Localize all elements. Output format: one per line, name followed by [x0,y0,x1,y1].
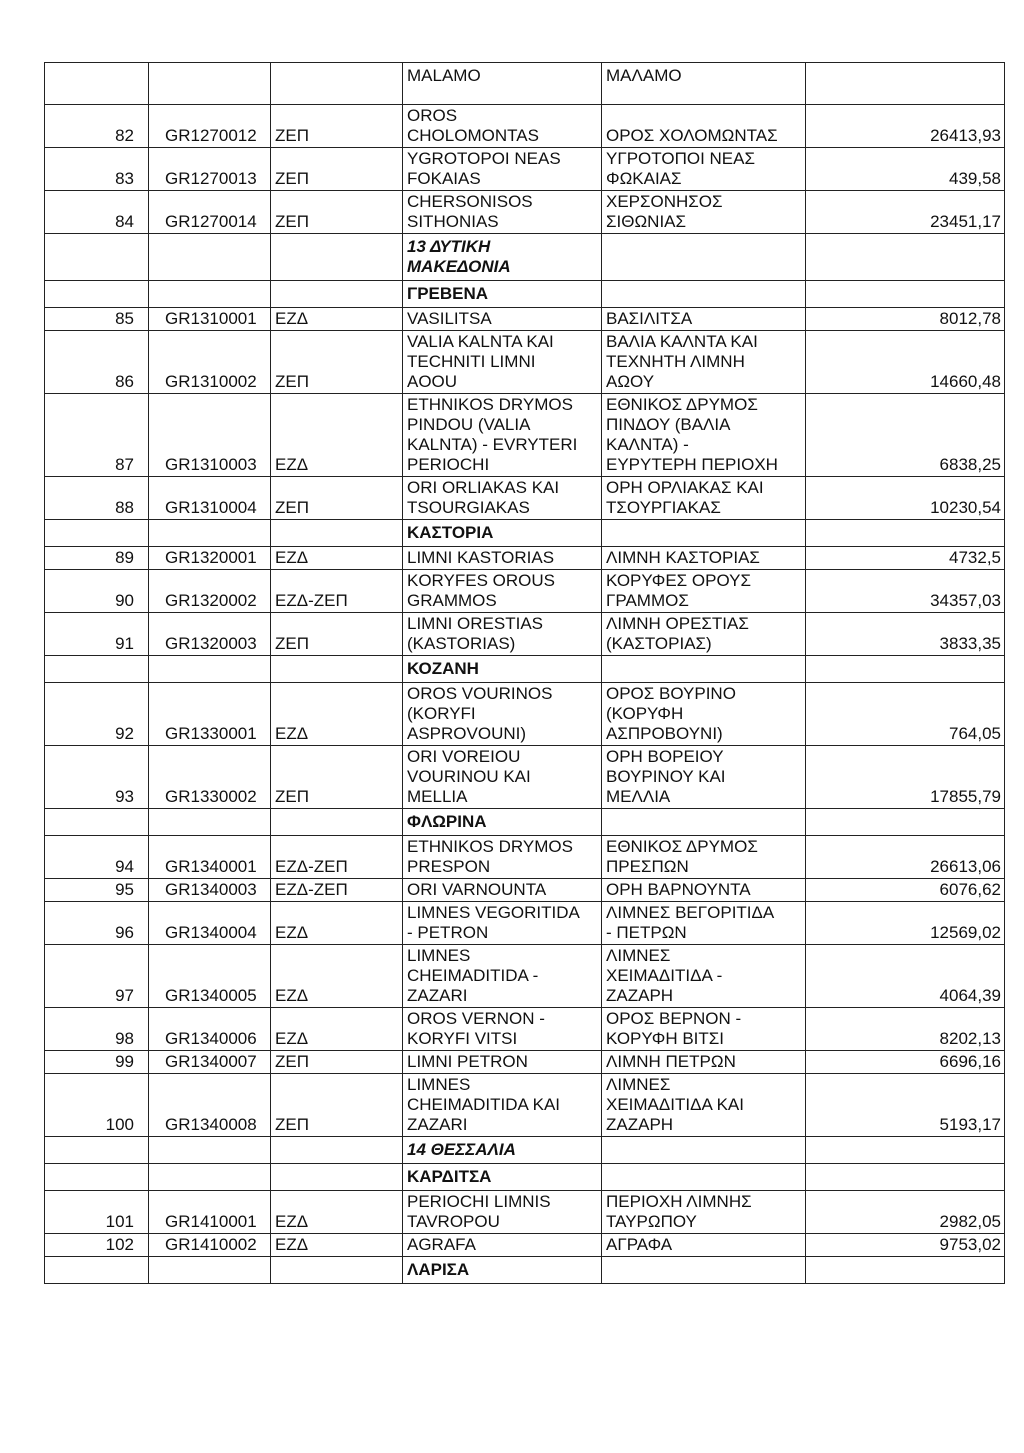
site-name-greek: ΒΑΣΙΛΙΤΣΑ [602,308,806,331]
header-name-latin: MALAMO [403,63,602,105]
site-number: 98 [45,1008,149,1051]
site-name-greek: ΟΡΟΣ ΒΕΡΝΟΝ - ΚΟΡΥΦΗ ΒΙΤΣΙ [602,1008,806,1051]
site-number: 97 [45,945,149,1008]
site-row [45,1008,1005,1051]
site-number: 93 [45,746,149,809]
site-name-latin: ORI VOREIOU VOURINOU KAI MELLIA [403,746,602,809]
site-number: 88 [45,477,149,520]
prefecture-heading: ΛΑΡΙΣΑ [403,1257,602,1284]
blank-cell [806,234,1005,281]
site-code: GR1270013 [149,148,271,191]
site-number: 87 [45,394,149,477]
blank-cell [602,520,806,547]
blank-cell [45,1137,149,1164]
site-area: 10230,54 [806,477,1005,520]
site-number: 91 [45,613,149,656]
site-area: 26413,93 [806,105,1005,148]
site-name-latin: LIMNI KASTORIAS [403,547,602,570]
site-number: 82 [45,105,149,148]
blank-cell [149,1137,271,1164]
prefecture-row [45,281,1005,308]
site-type: ΖΕΠ [271,1051,403,1074]
site-area: 3833,35 [806,613,1005,656]
blank-cell [45,63,149,105]
site-area: 6076,62 [806,879,1005,902]
prefecture-heading: ΚΑΡΔΙΤΣΑ [403,1164,602,1191]
site-row [45,1051,1005,1074]
site-name-latin: VASILITSA [403,308,602,331]
site-number: 95 [45,879,149,902]
blank-cell [149,520,271,547]
site-row [45,477,1005,520]
blank-cell [45,234,149,281]
blank-cell [271,520,403,547]
site-area: 2982,05 [806,1191,1005,1234]
site-row [45,836,1005,879]
site-name-latin: ORI ORLIAKAS KAI TSOURGIAKAS [403,477,602,520]
site-name-greek: ΧΕΡΣΟΝΗΣΟΣ ΣΙΘΩΝΙΑΣ [602,191,806,234]
blank-cell [602,656,806,683]
site-name-greek: ΛΙΜΝΗ ΟΡΕΣΤΙΑΣ (ΚΑΣΤΟΡΙΑΣ) [602,613,806,656]
site-name-latin: CHERSONISOS SITHONIAS [403,191,602,234]
site-name-greek: ΛΙΜΝΗ ΚΑΣΤΟΡΙΑΣ [602,547,806,570]
blank-cell [149,234,271,281]
blank-cell [45,520,149,547]
site-row [45,1191,1005,1234]
prefecture-row [45,809,1005,836]
site-area: 12569,02 [806,902,1005,945]
blank-cell [602,1137,806,1164]
blank-cell [806,1164,1005,1191]
site-name-greek: ΠΕΡΙΟΧΗ ΛΙΜΝΗΣ ΤΑΥΡΩΠΟΥ [602,1191,806,1234]
site-row [45,105,1005,148]
region-row [45,1137,1005,1164]
site-area: 439,58 [806,148,1005,191]
site-name-latin: LIMNES VEGORITIDA - PETRON [403,902,602,945]
site-name-greek: ΕΘΝΙΚΟΣ ΔΡΥΜΟΣ ΠΙΝΔΟΥ (ΒΑΛΙΑ ΚΑΛΝΤΑ) - ΕΥΡΥΤΕΡΗ ΠΕΡΙΟΧΗ [602,394,806,477]
prefecture-heading: ΓΡΕΒΕΝΑ [403,281,602,308]
site-row [45,331,1005,394]
site-row [45,613,1005,656]
site-type: ΕΖΔ-ΖΕΠ [271,570,403,613]
blank-cell [806,1137,1005,1164]
site-name-greek: ΟΡΟΣ ΒΟΥΡΙΝΟ (ΚΟΡΥΦΗ ΑΣΠΡΟΒΟΥΝΙ) [602,683,806,746]
site-area: 23451,17 [806,191,1005,234]
site-number: 102 [45,1234,149,1257]
site-name-latin: LIMNES CHEIMADITIDA - ZAZARI [403,945,602,1008]
site-code: GR1310002 [149,331,271,394]
blank-cell [271,1137,403,1164]
site-area: 26613,06 [806,836,1005,879]
site-code: GR1340007 [149,1051,271,1074]
site-code: GR1410001 [149,1191,271,1234]
site-number: 94 [45,836,149,879]
region-heading: 13 ΔΥΤΙΚΗ ΜΑΚΕΔΟΝΙΑ [403,234,602,281]
site-type: ΕΖΔ [271,1234,403,1257]
site-type: ΕΖΔ [271,547,403,570]
site-area: 34357,03 [806,570,1005,613]
blank-cell [271,656,403,683]
site-type: ΖΕΠ [271,105,403,148]
prefecture-row [45,1164,1005,1191]
site-type: ΖΕΠ [271,477,403,520]
site-number: 84 [45,191,149,234]
site-type: ΖΕΠ [271,191,403,234]
site-area: 4064,39 [806,945,1005,1008]
site-type: ΕΖΔ [271,308,403,331]
header-row [45,63,1005,105]
site-code: GR1310003 [149,394,271,477]
site-code: GR1330001 [149,683,271,746]
site-name-latin: AGRAFA [403,1234,602,1257]
site-area: 764,05 [806,683,1005,746]
prefecture-row [45,656,1005,683]
site-code: GR1340005 [149,945,271,1008]
site-code: GR1340006 [149,1008,271,1051]
site-number: 85 [45,308,149,331]
site-code: GR1330002 [149,746,271,809]
site-name-greek: ΑΓΡΑΦΑ [602,1234,806,1257]
site-row [45,902,1005,945]
site-name-latin: OROS VERNON - KORYFI VITSI [403,1008,602,1051]
site-code: GR1340008 [149,1074,271,1137]
site-row [45,945,1005,1008]
blank-cell [45,656,149,683]
site-type: ΖΕΠ [271,613,403,656]
prefecture-row [45,520,1005,547]
site-number: 92 [45,683,149,746]
blank-cell [602,281,806,308]
site-area: 8202,13 [806,1008,1005,1051]
blank-cell [149,656,271,683]
prefecture-heading: ΦΛΩΡΙΝΑ [403,809,602,836]
site-code: GR1340004 [149,902,271,945]
blank-cell [806,63,1005,105]
site-name-latin: KORYFES OROUS GRAMMOS [403,570,602,613]
blank-cell [45,1164,149,1191]
prefecture-heading: ΚΑΣΤΟΡΙΑ [403,520,602,547]
site-row [45,879,1005,902]
site-row [45,1074,1005,1137]
blank-cell [602,809,806,836]
site-name-greek: ΛΙΜΝΗ ΠΕΤΡΩΝ [602,1051,806,1074]
site-name-greek: ΛΙΜΝΕΣ ΒΕΓΟΡΙΤΙΔΑ - ΠΕΤΡΩΝ [602,902,806,945]
site-code: GR1310004 [149,477,271,520]
site-row [45,1234,1005,1257]
site-name-greek: ΟΡΟΣ ΧΟΛΟΜΩΝΤΑΣ [602,105,806,148]
site-type: ΕΖΔ [271,945,403,1008]
site-name-greek: ΟΡΗ ΒΟΡΕΙΟΥ ΒΟΥΡΙΝΟΥ ΚΑΙ ΜΕΛΛΙΑ [602,746,806,809]
blank-cell [149,63,271,105]
blank-cell [149,281,271,308]
site-area: 17855,79 [806,746,1005,809]
site-name-latin: OROS CHOLOMONTAS [403,105,602,148]
site-row [45,683,1005,746]
site-code: GR1320003 [149,613,271,656]
blank-cell [271,1257,403,1284]
site-code: GR1320002 [149,570,271,613]
site-type: ΕΖΔ-ΖΕΠ [271,836,403,879]
blank-cell [806,656,1005,683]
blank-cell [602,234,806,281]
site-row [45,547,1005,570]
site-name-latin: LIMNES CHEIMADITIDA KAI ZAZARI [403,1074,602,1137]
blank-cell [806,809,1005,836]
site-name-latin: ORI VARNOUNTA [403,879,602,902]
site-code: GR1270014 [149,191,271,234]
site-name-latin: VALIA KALNTA KAI TECHNITI LIMNI AOOU [403,331,602,394]
site-name-latin: YGROTOPOI NEAS FOKAIAS [403,148,602,191]
site-number: 90 [45,570,149,613]
site-type: ΖΕΠ [271,331,403,394]
blank-cell [271,1164,403,1191]
blank-cell [149,809,271,836]
blank-cell [149,1164,271,1191]
blank-cell [271,809,403,836]
site-name-latin: PERIOCHI LIMNIS TAVROPOU [403,1191,602,1234]
site-type: ΕΖΔ [271,1008,403,1051]
site-name-greek: ΕΘΝΙΚΟΣ ΔΡΥΜΟΣ ΠΡΕΣΠΩΝ [602,836,806,879]
site-code: GR1340001 [149,836,271,879]
site-area: 6696,16 [806,1051,1005,1074]
site-type: ΕΖΔ [271,394,403,477]
blank-cell [45,1257,149,1284]
site-number: 96 [45,902,149,945]
site-name-latin: OROS VOURINOS (KORYFI ASPROVOUNI) [403,683,602,746]
site-number: 99 [45,1051,149,1074]
blank-cell [806,281,1005,308]
blank-cell [602,1164,806,1191]
site-area: 14660,48 [806,331,1005,394]
site-row [45,308,1005,331]
blank-cell [806,520,1005,547]
prefecture-heading: ΚΟΖΑΝΗ [403,656,602,683]
region-heading: 14 ΘΕΣΣΑΛΙΑ [403,1137,602,1164]
site-number: 101 [45,1191,149,1234]
site-name-greek: ΒΑΛΙΑ ΚΑΛΝΤΑ ΚΑΙ ΤΕΧΝΗΤΗ ΛΙΜΝΗ ΑΩΟΥ [602,331,806,394]
site-type: ΕΖΔ [271,683,403,746]
site-row [45,148,1005,191]
site-type: ΖΕΠ [271,1074,403,1137]
site-type: ΖΕΠ [271,746,403,809]
prefecture-row [45,1257,1005,1284]
site-row [45,570,1005,613]
site-row [45,394,1005,477]
header-name-greek: ΜΑΛΑΜΟ [602,63,806,105]
site-number: 100 [45,1074,149,1137]
site-code: GR1320001 [149,547,271,570]
site-row [45,191,1005,234]
site-row [45,746,1005,809]
blank-cell [271,281,403,308]
site-name-latin: LIMNI PETRON [403,1051,602,1074]
site-name-greek: ΟΡΗ ΒΑΡΝΟΥΝΤΑ [602,879,806,902]
site-type: ΖΕΠ [271,148,403,191]
blank-cell [149,1257,271,1284]
site-name-latin: ETHNIKOS DRYMOS PINDOU (VALIA KALNTA) - EVRYTERI PERIOCHI [403,394,602,477]
site-number: 83 [45,148,149,191]
site-name-greek: ΟΡΗ ΟΡΛΙΑΚΑΣ ΚΑΙ ΤΣΟΥΡΓΙΑΚΑΣ [602,477,806,520]
site-name-greek: ΛΙΜΝΕΣ ΧΕΙΜΑΔΙΤΙΔΑ - ΖΑΖΑΡΗ [602,945,806,1008]
blank-cell [45,809,149,836]
site-name-latin: LIMNI ORESTIAS (KASTORIAS) [403,613,602,656]
sites-table [44,62,1005,1284]
site-area: 8012,78 [806,308,1005,331]
site-name-greek: ΛΙΜΝΕΣ ΧΕΙΜΑΔΙΤΙΔΑ ΚΑΙ ΖΑΖΑΡΗ [602,1074,806,1137]
site-code: GR1340003 [149,879,271,902]
site-area: 4732,5 [806,547,1005,570]
site-name-greek: ΥΓΡΟΤΟΠΟΙ ΝΕΑΣ ΦΩΚΑΙΑΣ [602,148,806,191]
site-name-greek: ΚΟΡΥΦΕΣ ΟΡΟΥΣ ΓΡΑΜΜΟΣ [602,570,806,613]
blank-cell [806,1257,1005,1284]
site-area: 6838,25 [806,394,1005,477]
blank-cell [271,234,403,281]
site-code: GR1270012 [149,105,271,148]
site-code: GR1310001 [149,308,271,331]
blank-cell [602,1257,806,1284]
site-area: 5193,17 [806,1074,1005,1137]
site-type: ΕΖΔ-ΖΕΠ [271,879,403,902]
site-number: 89 [45,547,149,570]
site-code: GR1410002 [149,1234,271,1257]
site-number: 86 [45,331,149,394]
site-name-latin: ETHNIKOS DRYMOS PRESPON [403,836,602,879]
blank-cell [271,63,403,105]
region-row [45,234,1005,281]
blank-cell [45,281,149,308]
site-area: 9753,02 [806,1234,1005,1257]
site-type: ΕΖΔ [271,1191,403,1234]
site-type: ΕΖΔ [271,902,403,945]
